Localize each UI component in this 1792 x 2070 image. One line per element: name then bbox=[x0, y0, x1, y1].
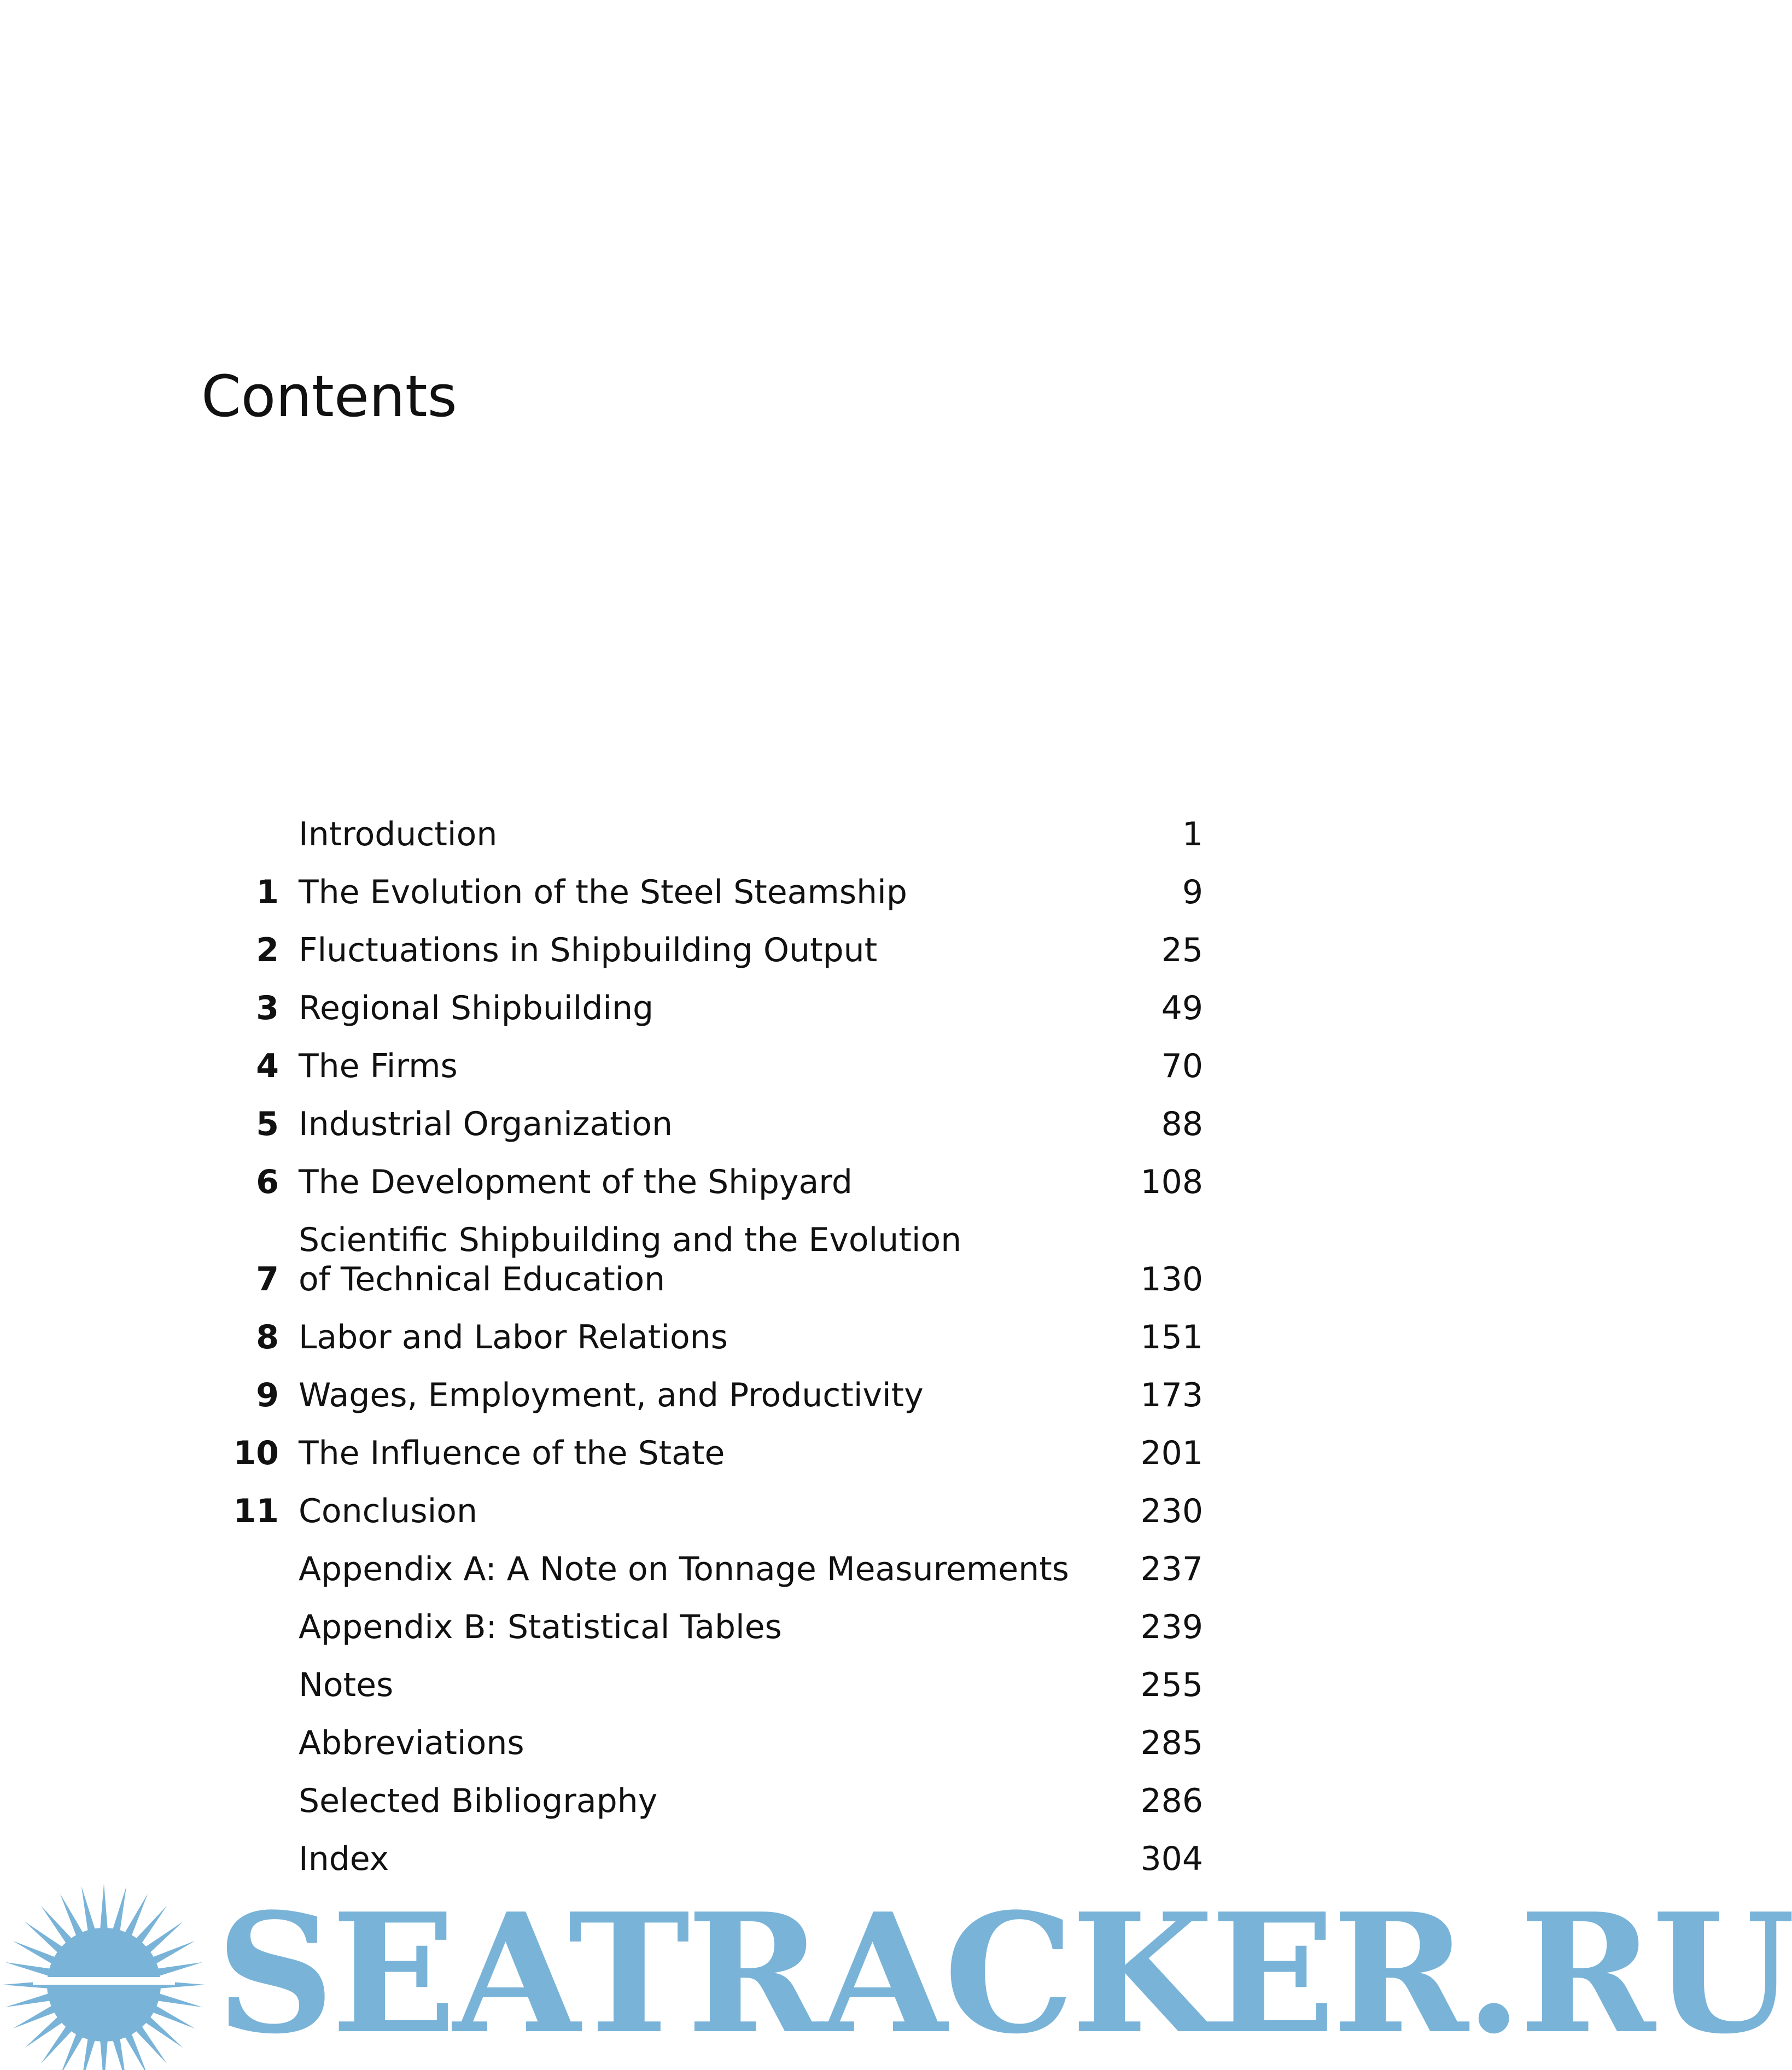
chapter-title-line: Abbreviations bbox=[299, 1724, 524, 1762]
toc-entry bbox=[186, 1104, 1203, 1144]
toc-entry bbox=[186, 1434, 1203, 1473]
chapter-title bbox=[299, 1434, 1116, 1473]
chapter-title bbox=[299, 1665, 1116, 1705]
toc-entry bbox=[186, 815, 1203, 854]
chapter-title bbox=[299, 1220, 1116, 1299]
page-number: 201 bbox=[1140, 1434, 1203, 1472]
chapter-title-line: Conclusion bbox=[299, 1492, 477, 1530]
page-number: 173 bbox=[1140, 1376, 1203, 1414]
page-number: 304 bbox=[1140, 1840, 1203, 1878]
page-number: 130 bbox=[1140, 1260, 1203, 1299]
page-title: Contents bbox=[201, 363, 457, 430]
toc-entry bbox=[186, 1607, 1203, 1647]
page-number: 255 bbox=[1140, 1666, 1203, 1704]
chapter-title bbox=[299, 1723, 1116, 1763]
chapter-title-line: The Influence of the State bbox=[299, 1434, 725, 1472]
chapter-number: 6 bbox=[256, 1163, 279, 1201]
chapter-title bbox=[299, 931, 1116, 970]
chapter-title bbox=[299, 1781, 1116, 1821]
chapter-title bbox=[299, 1549, 1116, 1589]
chapter-title-line: Industrial Organization bbox=[299, 1105, 673, 1143]
page-number: 70 bbox=[1161, 1047, 1203, 1085]
chapter-number: 1 bbox=[256, 873, 279, 911]
chapter-title-line: Regional Shipbuilding bbox=[299, 989, 654, 1027]
watermark-text: SEATRACKER.RU bbox=[216, 1877, 1792, 2070]
chapter-title-line: Scientific Shipbuilding and the Evolution bbox=[299, 1221, 962, 1259]
toc-entry bbox=[186, 1220, 1203, 1299]
toc-entry bbox=[186, 1492, 1203, 1531]
toc-entry bbox=[186, 1318, 1203, 1357]
page-number: 88 bbox=[1161, 1105, 1203, 1143]
toc-entry bbox=[186, 1549, 1203, 1589]
chapter-title bbox=[299, 1104, 1116, 1144]
page-number: 9 bbox=[1182, 873, 1203, 911]
chapter-title bbox=[299, 1492, 1116, 1531]
toc-entry bbox=[186, 873, 1203, 912]
chapter-title-line: Introduction bbox=[299, 815, 498, 853]
toc-entry bbox=[186, 1839, 1203, 1879]
page-number: 286 bbox=[1140, 1782, 1203, 1820]
chapter-title-line: Labor and Labor Relations bbox=[299, 1318, 728, 1356]
chapter-title-line: Appendix B: Statistical Tables bbox=[299, 1608, 782, 1646]
page-number: 151 bbox=[1140, 1318, 1203, 1356]
chapter-title-line: The Firms bbox=[299, 1047, 458, 1085]
toc-entry bbox=[186, 1723, 1203, 1763]
toc-entry bbox=[186, 1665, 1203, 1705]
toc-entry bbox=[186, 1046, 1203, 1086]
chapter-number: 2 bbox=[256, 931, 279, 969]
chapter-title-line: Selected Bibliography bbox=[299, 1782, 658, 1820]
chapter-number: 5 bbox=[256, 1105, 279, 1143]
table-of-contents bbox=[186, 815, 1203, 1879]
chapter-title-line: Fluctuations in Shipbuilding Output bbox=[299, 931, 878, 969]
chapter-title bbox=[299, 1839, 1116, 1879]
chapter-number: 4 bbox=[256, 1047, 279, 1085]
chapter-number: 10 bbox=[233, 1434, 279, 1472]
chapter-number: 8 bbox=[256, 1318, 279, 1356]
chapter-title bbox=[299, 873, 1116, 912]
chapter-title-line: The Development of the Shipyard bbox=[299, 1163, 853, 1201]
chapter-title bbox=[299, 989, 1116, 1028]
chapter-title bbox=[299, 1046, 1116, 1086]
chapter-title bbox=[299, 1162, 1116, 1202]
page-number: 108 bbox=[1140, 1163, 1203, 1201]
chapter-title-line: Appendix A: A Note on Tonnage Measurements bbox=[299, 1550, 1070, 1588]
chapter-title-line: Index bbox=[299, 1840, 389, 1878]
toc-entry bbox=[186, 931, 1203, 970]
chapter-title bbox=[299, 1607, 1116, 1647]
page-number: 1 bbox=[1182, 815, 1203, 853]
page-number: 49 bbox=[1161, 989, 1203, 1027]
watermark bbox=[0, 1877, 1792, 2070]
chapter-title-line: of Technical Education bbox=[299, 1260, 666, 1299]
chapter-title bbox=[299, 815, 1116, 854]
page-number: 237 bbox=[1140, 1550, 1203, 1588]
chapter-title bbox=[299, 1376, 1116, 1415]
page-number: 230 bbox=[1140, 1492, 1203, 1530]
chapter-number: 7 bbox=[256, 1260, 279, 1299]
chapter-title-line: Notes bbox=[299, 1666, 394, 1704]
toc-entry bbox=[186, 1781, 1203, 1821]
toc-entry bbox=[186, 1376, 1203, 1415]
chapter-number: 3 bbox=[256, 989, 279, 1027]
sun-burst-icon bbox=[0, 1881, 208, 2068]
chapter-number: 11 bbox=[233, 1492, 279, 1530]
chapter-title bbox=[299, 1318, 1116, 1357]
chapter-title-line: The Evolution of the Steel Steamship bbox=[299, 873, 907, 911]
page-number: 239 bbox=[1140, 1608, 1203, 1646]
chapter-number: 9 bbox=[256, 1376, 279, 1414]
toc-entry bbox=[186, 1162, 1203, 1202]
chapter-title-line: Wages, Employment, and Productivity bbox=[299, 1376, 924, 1414]
page-number: 25 bbox=[1161, 931, 1203, 969]
toc-entry bbox=[186, 989, 1203, 1028]
page-number: 285 bbox=[1140, 1724, 1203, 1762]
